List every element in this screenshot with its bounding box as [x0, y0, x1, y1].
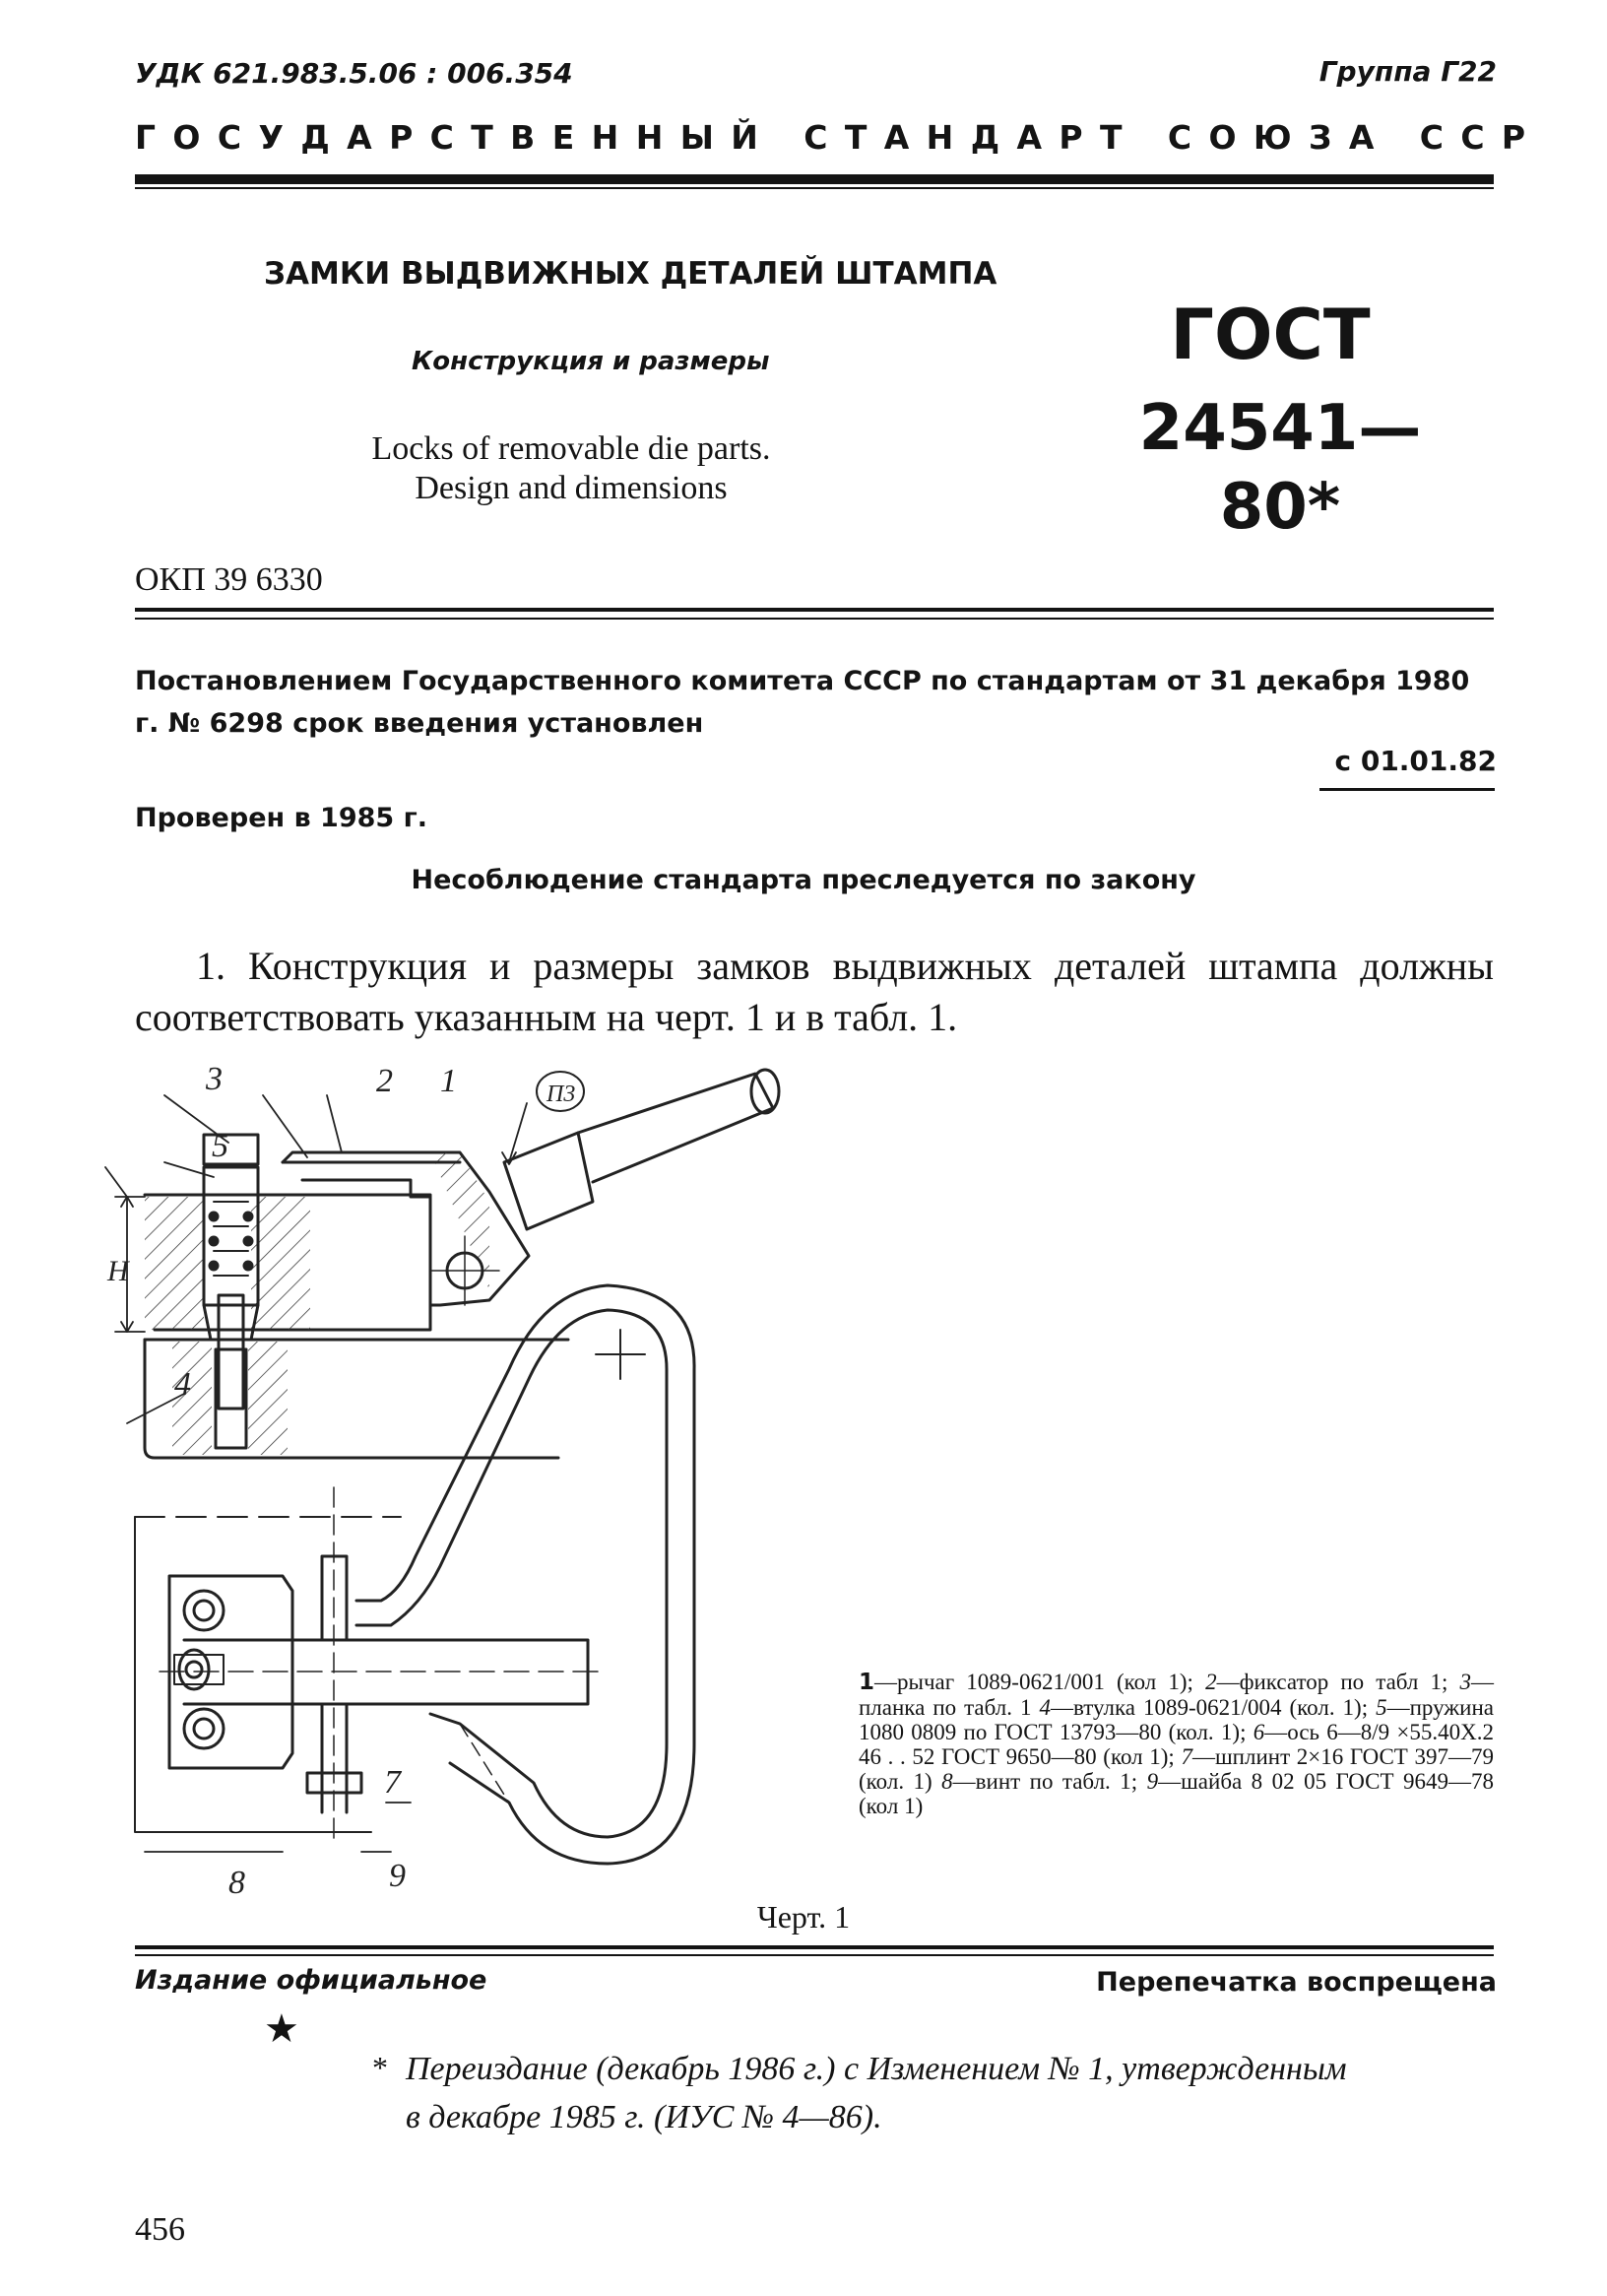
callout-h: H [107, 1255, 129, 1287]
legend-text-9: —шайба 8 02 05 ГОСТ 9649—78 (кол 1) [859, 1769, 1494, 1818]
document-subtitle: Конструкция и размеры [412, 347, 770, 376]
reprint-prohibited: Перепечатка воспрещена [1096, 1967, 1497, 1998]
english-title-line-1: Locks of removable die parts. [371, 430, 771, 467]
legend-text-1: —рычаг 1089-0621/001 (кол 1); [874, 1670, 1193, 1694]
die-plate-upper [145, 1195, 430, 1330]
document-title: ЗАМКИ ВЫДВИЖНЫХ ДЕТАЛЕЙ ШТАМПА [264, 256, 997, 292]
footer-rule-bottom [135, 1954, 1494, 1956]
header-rule-thin [135, 187, 1494, 189]
legend-text-5: —пружина 1080 0809 по ГОСТ 13793—80 (кол. 1); [859, 1695, 1495, 1744]
legend-text-8: —винт по табл. 1; [952, 1769, 1138, 1794]
handle-bar [504, 1070, 779, 1229]
legend-num-8: 8 [941, 1769, 953, 1794]
footer-rule-top [135, 1945, 1494, 1949]
legend-num-9: 9 [1146, 1769, 1159, 1794]
effective-date: с 01.01.82 [1334, 745, 1497, 777]
english-title [295, 429, 847, 508]
okp-code: ОКП 39 6330 [135, 561, 323, 598]
callout-8: 8 [228, 1865, 245, 1901]
dimension-h [105, 1167, 145, 1332]
plan-view-handle [356, 1285, 694, 1864]
english-title-line-2: Design and dimensions [415, 470, 728, 506]
legend-text-3: —планка по табл. 1 [859, 1670, 1495, 1720]
drawing-legend [859, 1670, 1494, 1818]
legend-num-2: 2 [1205, 1670, 1217, 1694]
page-number: 456 [135, 2211, 185, 2248]
legal-notice: Несоблюдение стандарта преследуется по закону [411, 865, 1196, 895]
callout-7: 7 [384, 1764, 401, 1801]
legend-text-6: —ось 6—8/9 ×55.40Х.2 46 . . 52 ГОСТ 9650—80 (кол 1); [859, 1720, 1495, 1769]
paragraph-1 [135, 941, 1494, 1043]
okp-rule-bottom [135, 618, 1494, 620]
callout-1: 1 [440, 1063, 457, 1099]
okp-rule-top [135, 608, 1494, 612]
die-plate-lower [145, 1340, 568, 1458]
legend-text-2: —фиксатор по табл 1; [1216, 1670, 1448, 1694]
legend-num-6: 6 [1253, 1720, 1265, 1744]
checked-year: Проверен в 1985 г. [135, 803, 427, 833]
footnote-asterisk: * [372, 2050, 388, 2085]
legend-num-5: 5 [1376, 1695, 1387, 1720]
reissue-footnote: Переиздание (декабрь 1986 г.) с Изменением № 1, утвержденным в декабре 1985 г. (ИУС № 4—86). [406, 2051, 1347, 2135]
gost-label: ГОСТ [1170, 295, 1371, 375]
callout-5: 5 [212, 1128, 228, 1164]
callout-3: 3 [206, 1061, 223, 1097]
paragraph-1-text: 1. Конструкция и размеры замков выдвижных деталей штампа должны соответствовать указанным на черт. 1 и в табл. 1. [135, 944, 1494, 1039]
legend-text-7: —шплинт 2×16 ГОСТ 397—79 (кол. 1) [859, 1744, 1494, 1794]
legend-text-4: —втулка 1089-0621/004 (кол. 1); [1050, 1695, 1369, 1720]
plan-view-lever [160, 1487, 598, 1842]
group-code: Группа Г22 [1318, 55, 1497, 88]
legend-num-3: 3 [1459, 1670, 1472, 1694]
callout-4: 4 [174, 1366, 191, 1403]
figure-caption: Черт. 1 [756, 1899, 851, 1935]
gost-number: 24541—80* [1138, 392, 1422, 544]
header-rule-thick [135, 174, 1494, 184]
legend-num-1: 1 [859, 1670, 875, 1695]
effective-date-underline [1319, 788, 1495, 791]
state-standard-heading: ГОСУДАРСТВЕННЫЙ СТАНДАРТ СОЮЗА ССР [135, 118, 1543, 157]
udk-code: УДК 621.983.5.06 : 006.354 [135, 57, 573, 90]
legend-num-7: 7 [1181, 1744, 1192, 1769]
decree-text: Постановлением Государственного комитета СССР по стандартам от 31 декабря 1980 г. № 6298 срок введения установлен [135, 666, 1470, 739]
callout-p3: П3 [546, 1082, 576, 1107]
lever-part [283, 1152, 529, 1305]
star-mark: ★ [264, 2006, 299, 2051]
official-edition: Издание официальное [135, 1965, 487, 1996]
legend-num-4: 4 [1039, 1695, 1051, 1720]
lock-assembly-drawing [107, 1054, 854, 1901]
callout-9: 9 [389, 1858, 406, 1894]
callout-2: 2 [376, 1063, 393, 1099]
